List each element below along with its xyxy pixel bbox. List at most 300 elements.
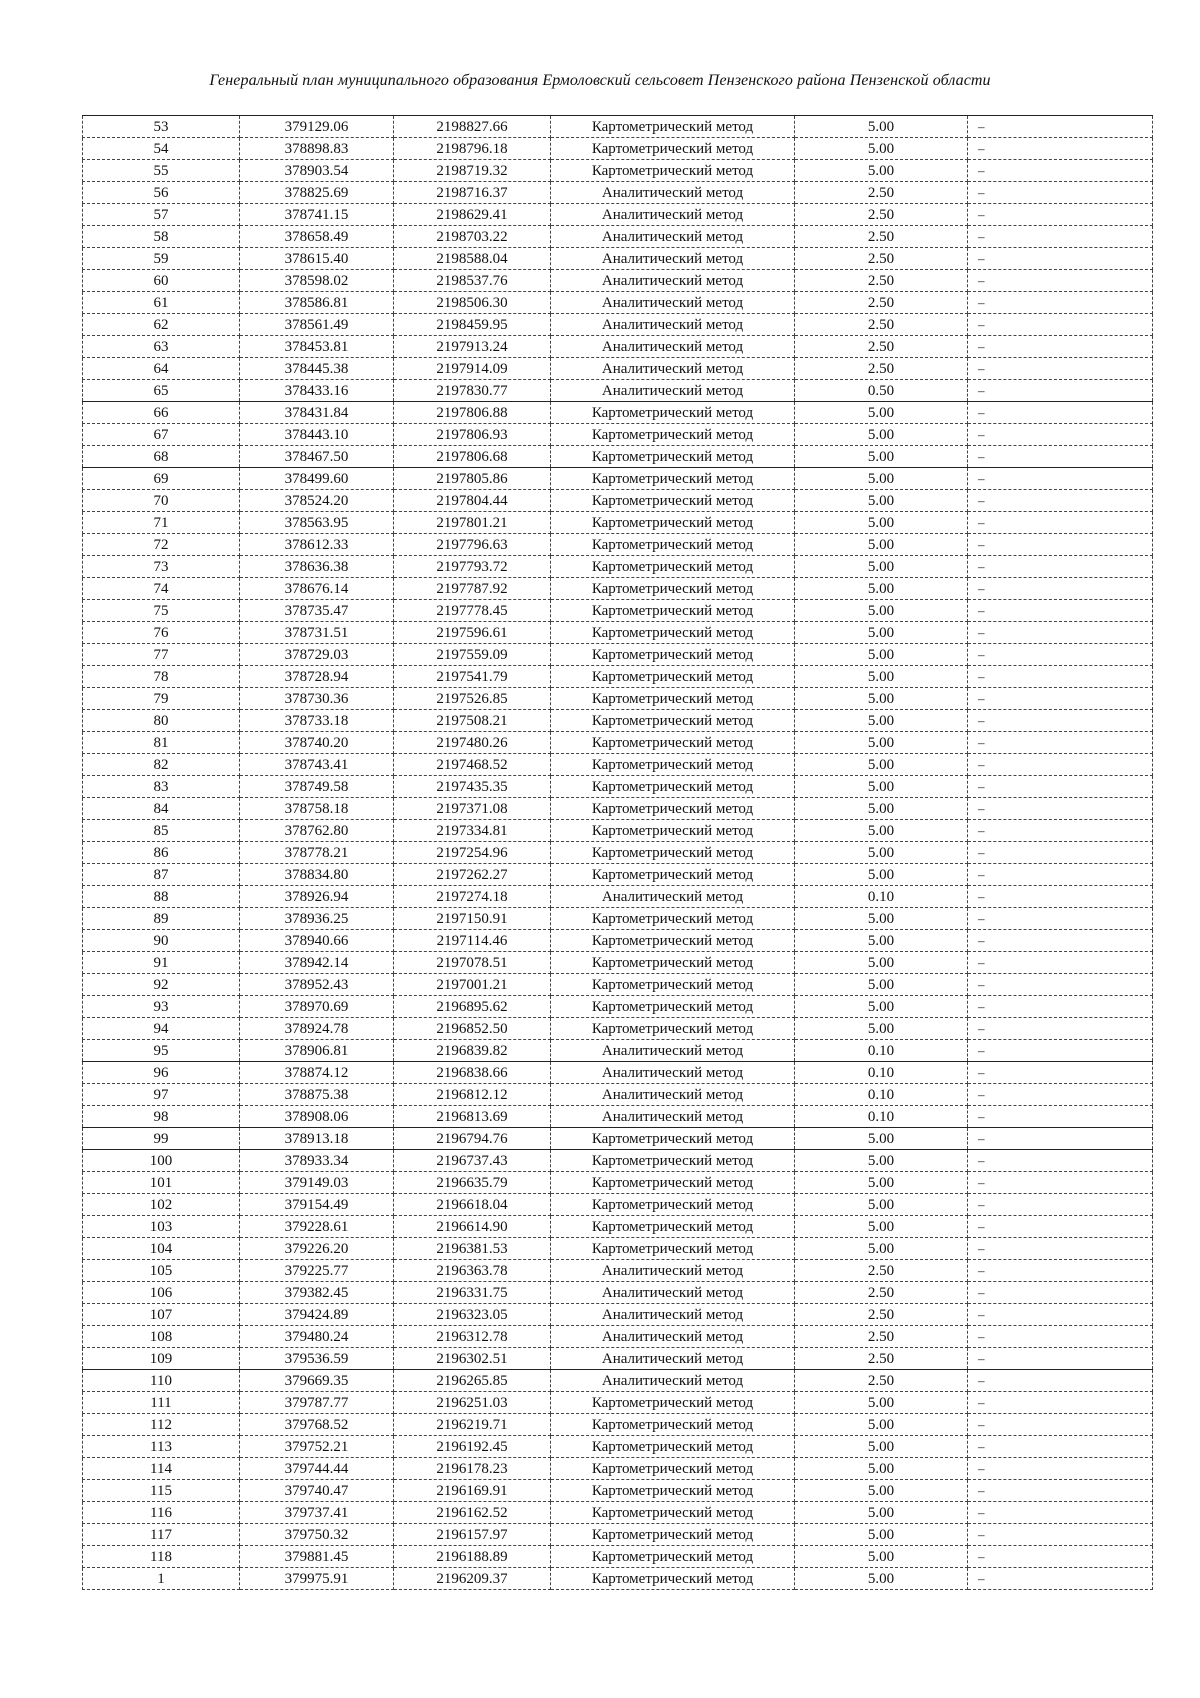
method-cell: Аналитический метод <box>551 248 795 270</box>
table-row <box>83 1062 1153 1084</box>
x-coordinate-cell: 378636.38 <box>240 556 394 578</box>
x-coordinate-cell: 378615.40 <box>240 248 394 270</box>
accuracy-cell: 5.00 <box>795 820 968 842</box>
y-coordinate-cell: 2196323.05 <box>394 1304 551 1326</box>
table-row <box>83 1282 1153 1304</box>
note-cell: – <box>968 446 1153 468</box>
point-number-cell: 113 <box>83 1436 240 1458</box>
point-number-cell: 69 <box>83 468 240 490</box>
y-coordinate-cell: 2197806.93 <box>394 424 551 446</box>
accuracy-cell: 2.50 <box>795 1348 968 1370</box>
y-coordinate-cell: 2196331.75 <box>394 1282 551 1304</box>
table-row <box>83 886 1153 908</box>
note-cell: – <box>968 776 1153 798</box>
accuracy-cell: 5.00 <box>795 578 968 600</box>
table-row <box>83 578 1153 600</box>
y-coordinate-cell: 2197793.72 <box>394 556 551 578</box>
note-cell: – <box>968 952 1153 974</box>
accuracy-cell: 2.50 <box>795 314 968 336</box>
x-coordinate-cell: 378735.47 <box>240 600 394 622</box>
x-coordinate-cell: 379424.89 <box>240 1304 394 1326</box>
method-cell: Аналитический метод <box>551 358 795 380</box>
point-number-cell: 114 <box>83 1458 240 1480</box>
y-coordinate-cell: 2196635.79 <box>394 1172 551 1194</box>
accuracy-cell: 5.00 <box>795 864 968 886</box>
point-number-cell: 81 <box>83 732 240 754</box>
x-coordinate-cell: 379226.20 <box>240 1238 394 1260</box>
y-coordinate-cell: 2196852.50 <box>394 1018 551 1040</box>
x-coordinate-cell: 378908.06 <box>240 1106 394 1128</box>
x-coordinate-cell: 378676.14 <box>240 578 394 600</box>
note-cell: – <box>968 336 1153 358</box>
y-coordinate-cell: 2197435.35 <box>394 776 551 798</box>
method-cell: Аналитический метод <box>551 1326 795 1348</box>
table-row <box>83 182 1153 204</box>
y-coordinate-cell: 2196192.45 <box>394 1436 551 1458</box>
accuracy-cell: 5.00 <box>795 996 968 1018</box>
note-cell: – <box>968 908 1153 930</box>
note-cell: – <box>968 138 1153 160</box>
table-row <box>83 644 1153 666</box>
method-cell: Картометрический метод <box>551 1502 795 1524</box>
method-cell: Картометрический метод <box>551 1018 795 1040</box>
method-cell: Картометрический метод <box>551 776 795 798</box>
note-cell: – <box>968 424 1153 446</box>
note-cell: – <box>968 886 1153 908</box>
note-cell: – <box>968 842 1153 864</box>
method-cell: Аналитический метод <box>551 1348 795 1370</box>
accuracy-cell: 5.00 <box>795 424 968 446</box>
table-row <box>83 138 1153 160</box>
table-row <box>83 534 1153 556</box>
accuracy-cell: 5.00 <box>795 1128 968 1150</box>
note-cell: – <box>968 930 1153 952</box>
method-cell: Картометрический метод <box>551 732 795 754</box>
note-cell: – <box>968 1414 1153 1436</box>
accuracy-cell: 5.00 <box>795 1172 968 1194</box>
y-coordinate-cell: 2198629.41 <box>394 204 551 226</box>
accuracy-cell: 0.10 <box>795 1084 968 1106</box>
note-cell: – <box>968 1458 1153 1480</box>
x-coordinate-cell: 378874.12 <box>240 1062 394 1084</box>
x-coordinate-cell: 378563.95 <box>240 512 394 534</box>
point-number-cell: 60 <box>83 270 240 292</box>
method-cell: Аналитический метод <box>551 270 795 292</box>
point-number-cell: 78 <box>83 666 240 688</box>
accuracy-cell: 2.50 <box>795 1304 968 1326</box>
table-row <box>83 1172 1153 1194</box>
accuracy-cell: 5.00 <box>795 644 968 666</box>
point-number-cell: 68 <box>83 446 240 468</box>
table-row <box>83 1128 1153 1150</box>
note-cell: – <box>968 1370 1153 1392</box>
method-cell: Картометрический метод <box>551 710 795 732</box>
method-cell: Картометрический метод <box>551 1458 795 1480</box>
x-coordinate-cell: 378561.49 <box>240 314 394 336</box>
x-coordinate-cell: 379881.45 <box>240 1546 394 1568</box>
point-number-cell: 77 <box>83 644 240 666</box>
note-cell: – <box>968 710 1153 732</box>
x-coordinate-cell: 378524.20 <box>240 490 394 512</box>
x-coordinate-cell: 378741.15 <box>240 204 394 226</box>
table-row <box>83 248 1153 270</box>
note-cell: – <box>968 402 1153 424</box>
table-row <box>83 402 1153 424</box>
note-cell: – <box>968 314 1153 336</box>
y-coordinate-cell: 2196265.85 <box>394 1370 551 1392</box>
point-number-cell: 87 <box>83 864 240 886</box>
method-cell: Картометрический метод <box>551 446 795 468</box>
note-cell: – <box>968 1524 1153 1546</box>
accuracy-cell: 2.50 <box>795 336 968 358</box>
y-coordinate-cell: 2196839.82 <box>394 1040 551 1062</box>
point-number-cell: 118 <box>83 1546 240 1568</box>
point-number-cell: 63 <box>83 336 240 358</box>
x-coordinate-cell: 378952.43 <box>240 974 394 996</box>
table-row <box>83 1304 1153 1326</box>
x-coordinate-cell: 379228.61 <box>240 1216 394 1238</box>
point-number-cell: 85 <box>83 820 240 842</box>
method-cell: Аналитический метод <box>551 1304 795 1326</box>
x-coordinate-cell: 378467.50 <box>240 446 394 468</box>
note-cell: – <box>968 688 1153 710</box>
y-coordinate-cell: 2196157.97 <box>394 1524 551 1546</box>
x-coordinate-cell: 378749.58 <box>240 776 394 798</box>
table-row <box>83 1414 1153 1436</box>
table-row <box>83 864 1153 886</box>
note-cell: – <box>968 864 1153 886</box>
table-row <box>83 424 1153 446</box>
note-cell: – <box>968 1392 1153 1414</box>
y-coordinate-cell: 2196737.43 <box>394 1150 551 1172</box>
accuracy-cell: 5.00 <box>795 1480 968 1502</box>
point-number-cell: 108 <box>83 1326 240 1348</box>
table-row <box>83 1106 1153 1128</box>
table-row <box>83 270 1153 292</box>
note-cell: – <box>968 1436 1153 1458</box>
table-row <box>83 974 1153 996</box>
method-cell: Картометрический метод <box>551 468 795 490</box>
method-cell: Картометрический метод <box>551 1172 795 1194</box>
table-row <box>83 336 1153 358</box>
table-row <box>83 1392 1153 1414</box>
point-number-cell: 74 <box>83 578 240 600</box>
accuracy-cell: 0.10 <box>795 1040 968 1062</box>
point-number-cell: 54 <box>83 138 240 160</box>
x-coordinate-cell: 378658.49 <box>240 226 394 248</box>
coordinates-table <box>82 115 1153 1590</box>
accuracy-cell: 5.00 <box>795 1194 968 1216</box>
y-coordinate-cell: 2196209.37 <box>394 1568 551 1590</box>
method-cell: Картометрический метод <box>551 908 795 930</box>
point-number-cell: 103 <box>83 1216 240 1238</box>
x-coordinate-cell: 378926.94 <box>240 886 394 908</box>
method-cell: Картометрический метод <box>551 996 795 1018</box>
x-coordinate-cell: 378598.02 <box>240 270 394 292</box>
method-cell: Аналитический метод <box>551 292 795 314</box>
point-number-cell: 1 <box>83 1568 240 1590</box>
point-number-cell: 93 <box>83 996 240 1018</box>
accuracy-cell: 5.00 <box>795 1238 968 1260</box>
note-cell: – <box>968 1040 1153 1062</box>
accuracy-cell: 5.00 <box>795 776 968 798</box>
table-row <box>83 600 1153 622</box>
y-coordinate-cell: 2197804.44 <box>394 490 551 512</box>
x-coordinate-cell: 378431.84 <box>240 402 394 424</box>
accuracy-cell: 2.50 <box>795 358 968 380</box>
point-number-cell: 111 <box>83 1392 240 1414</box>
y-coordinate-cell: 2197913.24 <box>394 336 551 358</box>
accuracy-cell: 5.00 <box>795 1436 968 1458</box>
x-coordinate-cell: 378499.60 <box>240 468 394 490</box>
point-number-cell: 53 <box>83 116 240 138</box>
accuracy-cell: 5.00 <box>795 666 968 688</box>
y-coordinate-cell: 2197334.81 <box>394 820 551 842</box>
table-row <box>83 776 1153 798</box>
x-coordinate-cell: 378728.94 <box>240 666 394 688</box>
table-row <box>83 380 1153 402</box>
note-cell: – <box>968 1304 1153 1326</box>
x-coordinate-cell: 378762.80 <box>240 820 394 842</box>
accuracy-cell: 5.00 <box>795 754 968 776</box>
note-cell: – <box>968 974 1153 996</box>
accuracy-cell: 5.00 <box>795 468 968 490</box>
x-coordinate-cell: 379975.91 <box>240 1568 394 1590</box>
note-cell: – <box>968 160 1153 182</box>
note-cell: – <box>968 1480 1153 1502</box>
y-coordinate-cell: 2197914.09 <box>394 358 551 380</box>
point-number-cell: 71 <box>83 512 240 534</box>
x-coordinate-cell: 378778.21 <box>240 842 394 864</box>
y-coordinate-cell: 2197801.21 <box>394 512 551 534</box>
table-row <box>83 1018 1153 1040</box>
accuracy-cell: 5.00 <box>795 116 968 138</box>
point-number-cell: 90 <box>83 930 240 952</box>
y-coordinate-cell: 2197559.09 <box>394 644 551 666</box>
point-number-cell: 98 <box>83 1106 240 1128</box>
point-number-cell: 102 <box>83 1194 240 1216</box>
table-row <box>83 204 1153 226</box>
y-coordinate-cell: 2196812.12 <box>394 1084 551 1106</box>
table-row <box>83 358 1153 380</box>
y-coordinate-cell: 2198719.32 <box>394 160 551 182</box>
method-cell: Аналитический метод <box>551 1370 795 1392</box>
note-cell: – <box>968 248 1153 270</box>
x-coordinate-cell: 378612.33 <box>240 534 394 556</box>
table-row <box>83 1150 1153 1172</box>
accuracy-cell: 5.00 <box>795 952 968 974</box>
table-row <box>83 512 1153 534</box>
point-number-cell: 72 <box>83 534 240 556</box>
accuracy-cell: 2.50 <box>795 1370 968 1392</box>
note-cell: – <box>968 622 1153 644</box>
y-coordinate-cell: 2198796.18 <box>394 138 551 160</box>
method-cell: Аналитический метод <box>551 182 795 204</box>
point-number-cell: 83 <box>83 776 240 798</box>
table-row <box>83 314 1153 336</box>
note-cell: – <box>968 116 1153 138</box>
y-coordinate-cell: 2197468.52 <box>394 754 551 776</box>
note-cell: – <box>968 1194 1153 1216</box>
accuracy-cell: 2.50 <box>795 226 968 248</box>
method-cell: Аналитический метод <box>551 1040 795 1062</box>
x-coordinate-cell: 379154.49 <box>240 1194 394 1216</box>
x-coordinate-cell: 379750.32 <box>240 1524 394 1546</box>
table-row <box>83 1502 1153 1524</box>
point-number-cell: 58 <box>83 226 240 248</box>
note-cell: – <box>968 1502 1153 1524</box>
accuracy-cell: 5.00 <box>795 974 968 996</box>
point-number-cell: 94 <box>83 1018 240 1040</box>
coordinates-table-body <box>83 116 1153 1590</box>
document-header: Генеральный план муниципального образования Ермоловский сельсовет Пензенского района Пензенской области <box>209 72 991 89</box>
x-coordinate-cell: 378936.25 <box>240 908 394 930</box>
method-cell: Картометрический метод <box>551 1392 795 1414</box>
y-coordinate-cell: 2196381.53 <box>394 1238 551 1260</box>
method-cell: Картометрический метод <box>551 1480 795 1502</box>
note-cell: – <box>968 182 1153 204</box>
method-cell: Картометрический метод <box>551 666 795 688</box>
point-number-cell: 117 <box>83 1524 240 1546</box>
method-cell: Картометрический метод <box>551 622 795 644</box>
method-cell: Картометрический метод <box>551 688 795 710</box>
x-coordinate-cell: 379669.35 <box>240 1370 394 1392</box>
y-coordinate-cell: 2196794.76 <box>394 1128 551 1150</box>
y-coordinate-cell: 2196302.51 <box>394 1348 551 1370</box>
method-cell: Картометрический метод <box>551 820 795 842</box>
point-number-cell: 96 <box>83 1062 240 1084</box>
x-coordinate-cell: 378834.80 <box>240 864 394 886</box>
table-row <box>83 1260 1153 1282</box>
method-cell: Картометрический метод <box>551 160 795 182</box>
x-coordinate-cell: 378445.38 <box>240 358 394 380</box>
accuracy-cell: 5.00 <box>795 138 968 160</box>
y-coordinate-cell: 2198506.30 <box>394 292 551 314</box>
method-cell: Аналитический метод <box>551 336 795 358</box>
y-coordinate-cell: 2196188.89 <box>394 1546 551 1568</box>
point-number-cell: 91 <box>83 952 240 974</box>
accuracy-cell: 5.00 <box>795 446 968 468</box>
method-cell: Картометрический метод <box>551 798 795 820</box>
x-coordinate-cell: 379149.03 <box>240 1172 394 1194</box>
y-coordinate-cell: 2196363.78 <box>394 1260 551 1282</box>
x-coordinate-cell: 379225.77 <box>240 1260 394 1282</box>
point-number-cell: 100 <box>83 1150 240 1172</box>
method-cell: Картометрический метод <box>551 1568 795 1590</box>
x-coordinate-cell: 379744.44 <box>240 1458 394 1480</box>
method-cell: Картометрический метод <box>551 600 795 622</box>
point-number-cell: 89 <box>83 908 240 930</box>
method-cell: Картометрический метод <box>551 842 795 864</box>
point-number-cell: 82 <box>83 754 240 776</box>
note-cell: – <box>968 578 1153 600</box>
accuracy-cell: 5.00 <box>795 908 968 930</box>
y-coordinate-cell: 2197262.27 <box>394 864 551 886</box>
note-cell: – <box>968 1150 1153 1172</box>
table-row <box>83 732 1153 754</box>
point-number-cell: 55 <box>83 160 240 182</box>
note-cell: – <box>968 226 1153 248</box>
accuracy-cell: 2.50 <box>795 292 968 314</box>
y-coordinate-cell: 2196178.23 <box>394 1458 551 1480</box>
accuracy-cell: 0.50 <box>795 380 968 402</box>
accuracy-cell: 5.00 <box>795 930 968 952</box>
note-cell: – <box>968 996 1153 1018</box>
table-row <box>83 226 1153 248</box>
accuracy-cell: 5.00 <box>795 1568 968 1590</box>
point-number-cell: 116 <box>83 1502 240 1524</box>
accuracy-cell: 5.00 <box>795 556 968 578</box>
method-cell: Картометрический метод <box>551 1238 795 1260</box>
note-cell: – <box>968 1546 1153 1568</box>
x-coordinate-cell: 378743.41 <box>240 754 394 776</box>
method-cell: Картометрический метод <box>551 930 795 952</box>
note-cell: – <box>968 1282 1153 1304</box>
note-cell: – <box>968 204 1153 226</box>
x-coordinate-cell: 378825.69 <box>240 182 394 204</box>
method-cell: Аналитический метод <box>551 204 795 226</box>
y-coordinate-cell: 2197541.79 <box>394 666 551 688</box>
accuracy-cell: 5.00 <box>795 490 968 512</box>
x-coordinate-cell: 378729.03 <box>240 644 394 666</box>
method-cell: Картометрический метод <box>551 534 795 556</box>
note-cell: – <box>968 556 1153 578</box>
method-cell: Картометрический метод <box>551 1216 795 1238</box>
note-cell: – <box>968 358 1153 380</box>
y-coordinate-cell: 2197787.92 <box>394 578 551 600</box>
point-number-cell: 80 <box>83 710 240 732</box>
y-coordinate-cell: 2198588.04 <box>394 248 551 270</box>
note-cell: – <box>968 754 1153 776</box>
table-row <box>83 666 1153 688</box>
note-cell: – <box>968 732 1153 754</box>
point-number-cell: 105 <box>83 1260 240 1282</box>
accuracy-cell: 5.00 <box>795 402 968 424</box>
x-coordinate-cell: 378586.81 <box>240 292 394 314</box>
y-coordinate-cell: 2197806.68 <box>394 446 551 468</box>
accuracy-cell: 2.50 <box>795 270 968 292</box>
accuracy-cell: 5.00 <box>795 600 968 622</box>
table-row <box>83 754 1153 776</box>
y-coordinate-cell: 2197508.21 <box>394 710 551 732</box>
x-coordinate-cell: 378875.38 <box>240 1084 394 1106</box>
method-cell: Картометрический метод <box>551 1524 795 1546</box>
accuracy-cell: 5.00 <box>795 842 968 864</box>
table-row <box>83 1546 1153 1568</box>
x-coordinate-cell: 378970.69 <box>240 996 394 1018</box>
point-number-cell: 97 <box>83 1084 240 1106</box>
method-cell: Картометрический метод <box>551 644 795 666</box>
note-cell: – <box>968 1568 1153 1590</box>
table-row <box>83 1040 1153 1062</box>
y-coordinate-cell: 2197830.77 <box>394 380 551 402</box>
method-cell: Аналитический метод <box>551 1062 795 1084</box>
y-coordinate-cell: 2196838.66 <box>394 1062 551 1084</box>
x-coordinate-cell: 379752.21 <box>240 1436 394 1458</box>
y-coordinate-cell: 2197001.21 <box>394 974 551 996</box>
point-number-cell: 88 <box>83 886 240 908</box>
point-number-cell: 112 <box>83 1414 240 1436</box>
y-coordinate-cell: 2198459.95 <box>394 314 551 336</box>
note-cell: – <box>968 1348 1153 1370</box>
point-number-cell: 110 <box>83 1370 240 1392</box>
point-number-cell: 56 <box>83 182 240 204</box>
point-number-cell: 59 <box>83 248 240 270</box>
accuracy-cell: 0.10 <box>795 1062 968 1084</box>
method-cell: Картометрический метод <box>551 864 795 886</box>
point-number-cell: 115 <box>83 1480 240 1502</box>
table-row <box>83 1436 1153 1458</box>
